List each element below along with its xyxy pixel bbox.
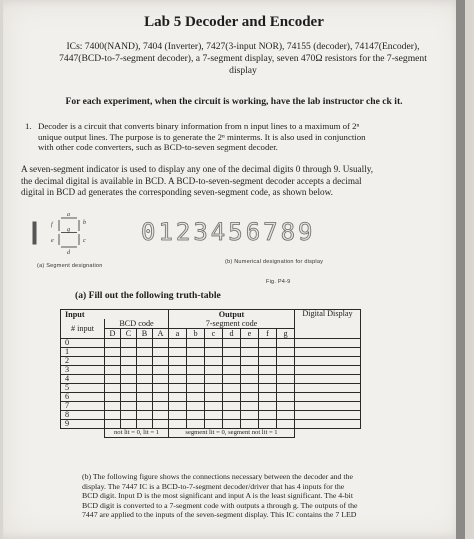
table-cell[interactable] xyxy=(295,384,361,393)
table-cell[interactable] xyxy=(187,339,205,348)
table-cell[interactable] xyxy=(277,411,295,420)
table-cell[interactable] xyxy=(153,375,169,384)
table-cell[interactable] xyxy=(205,384,223,393)
table-cell[interactable] xyxy=(241,402,259,411)
row-number: 4 xyxy=(61,375,105,384)
table-cell[interactable] xyxy=(259,384,277,393)
table-cell[interactable] xyxy=(277,393,295,402)
table-cell[interactable] xyxy=(121,393,137,402)
table-cell[interactable] xyxy=(223,393,241,402)
table-cell[interactable] xyxy=(259,375,277,384)
seven-segment-code-header: 7-segment code xyxy=(169,319,295,329)
part-b-line-3: BCD digit. Input D is the most significant and input A is the least significant. The 4-bit xyxy=(82,491,353,501)
table-cell[interactable] xyxy=(223,375,241,384)
part-b-paragraph xyxy=(82,472,442,520)
table-cell[interactable] xyxy=(241,384,259,393)
table-cell[interactable] xyxy=(137,420,153,429)
table-row xyxy=(61,366,361,375)
document-page xyxy=(3,0,465,539)
col-seg-c: c xyxy=(205,329,223,339)
col-seg-g: g xyxy=(277,329,295,339)
table-cell[interactable] xyxy=(295,366,361,375)
label-d: d xyxy=(67,250,70,254)
table-cell[interactable] xyxy=(259,402,277,411)
bcd-legend: not lit = 0, lit = 1 xyxy=(105,429,169,438)
table-cell[interactable] xyxy=(169,411,187,420)
table-row xyxy=(61,375,361,384)
row-number: 1 xyxy=(61,348,105,357)
row-number: 7 xyxy=(61,402,105,411)
table-cell[interactable] xyxy=(169,420,187,429)
table-cell[interactable] xyxy=(295,393,361,402)
truth-table-body xyxy=(61,339,361,429)
table-cell[interactable] xyxy=(105,402,121,411)
table-cell[interactable] xyxy=(137,339,153,348)
input-header: Input xyxy=(61,310,169,320)
col-b: B xyxy=(137,329,153,339)
page-title: Lab 5 Decoder and Encoder xyxy=(144,14,324,30)
seven-seg-line-3: digital in BCD ad generates the corresponding seven-segment code, as shown below. xyxy=(21,187,333,197)
table-cell[interactable] xyxy=(241,393,259,402)
item-number: 1. xyxy=(25,121,32,131)
seven-seg-line-2: the decimal digital is available in BCD. A BCD-to-seven-segment decoder accepts a decimal xyxy=(21,175,362,186)
figure-label: Fig. P4-9 xyxy=(266,279,291,285)
table-cell[interactable] xyxy=(259,357,277,366)
table-cell[interactable] xyxy=(259,339,277,348)
part-b-line-1: (b) The following figure shows the connections necessary between the decoder and the xyxy=(82,472,353,481)
table-cell[interactable] xyxy=(223,339,241,348)
table-cell[interactable] xyxy=(223,366,241,375)
digital-display-header: Digital Display xyxy=(295,310,361,339)
table-row xyxy=(61,420,361,429)
table-cell[interactable] xyxy=(259,420,277,429)
table-cell[interactable] xyxy=(187,348,205,357)
table-cell[interactable] xyxy=(205,375,223,384)
table-cell[interactable] xyxy=(153,357,169,366)
table-cell[interactable] xyxy=(169,348,187,357)
table-cell[interactable] xyxy=(241,339,259,348)
table-cell[interactable] xyxy=(169,366,187,375)
table-cell[interactable] xyxy=(137,357,153,366)
table-row xyxy=(61,339,361,348)
part-b-line-5: 7447 are applied to the inputs of the seven-segment display. This IC contains the 7 LED xyxy=(82,510,357,520)
table-cell[interactable] xyxy=(137,366,153,375)
page-shadow-edge xyxy=(456,0,465,539)
table-cell[interactable] xyxy=(153,366,169,375)
table-cell[interactable] xyxy=(295,357,361,366)
table-cell[interactable] xyxy=(169,375,187,384)
table-cell[interactable] xyxy=(121,411,137,420)
table-cell[interactable] xyxy=(169,384,187,393)
table-cell[interactable] xyxy=(223,357,241,366)
ics-line-1: ICs: 7400(NAND), 7404 (Inverter), 7427(3-input NOR), 74155 (decoder), 74147(Encoder), xyxy=(66,41,420,52)
table-row xyxy=(61,393,361,402)
table-cell[interactable] xyxy=(241,366,259,375)
table-cell[interactable] xyxy=(205,402,223,411)
table-cell[interactable] xyxy=(187,357,205,366)
table-row xyxy=(61,348,361,357)
row-number: 3 xyxy=(61,366,105,375)
table-cell[interactable] xyxy=(295,339,361,348)
table-cell[interactable] xyxy=(295,411,361,420)
caption-numerical-designation: (b) Numerical designation for display xyxy=(225,259,324,265)
table-cell[interactable] xyxy=(205,348,223,357)
table-cell[interactable] xyxy=(137,375,153,384)
table-cell[interactable] xyxy=(187,402,205,411)
table-cell[interactable] xyxy=(105,384,121,393)
table-cell[interactable] xyxy=(295,375,361,384)
table-cell[interactable] xyxy=(121,402,137,411)
table-cell[interactable] xyxy=(277,339,295,348)
table-cell[interactable] xyxy=(205,339,223,348)
table-cell[interactable] xyxy=(205,411,223,420)
table-cell[interactable] xyxy=(137,411,153,420)
table-cell[interactable] xyxy=(121,384,137,393)
col-seg-d: d xyxy=(223,329,241,339)
number-input-header: # input xyxy=(61,319,105,339)
output-header: Output xyxy=(169,310,295,320)
table-row xyxy=(61,384,361,393)
seven-seg-line-1: A seven-segment indicator is used to display any one of the decimal digits 0 through 9. Usually, xyxy=(21,164,374,174)
segment-designation-figure xyxy=(31,212,111,254)
table-cell[interactable] xyxy=(169,402,187,411)
part-b-line-4: BCD digit is converted to a 7-segment code with outputs a through g. The outputs of the xyxy=(82,500,358,510)
col-seg-e: e xyxy=(241,329,259,339)
table-cell[interactable] xyxy=(105,420,121,429)
decoder-paragraph xyxy=(25,121,423,153)
table-cell[interactable] xyxy=(223,402,241,411)
table-cell[interactable] xyxy=(223,420,241,429)
truth-table xyxy=(60,309,361,438)
table-cell[interactable] xyxy=(153,339,169,348)
table-cell[interactable] xyxy=(205,366,223,375)
table-cell[interactable] xyxy=(187,420,205,429)
row-number: 5 xyxy=(61,384,105,393)
table-cell[interactable] xyxy=(223,411,241,420)
decoder-line-2: unique output lines. The purpose is to generate the 2ⁿ minterms. It is also used in conjunction xyxy=(38,131,366,142)
table-cell[interactable] xyxy=(169,339,187,348)
col-c: C xyxy=(121,329,137,339)
ics-line-2: 7447(BCD-to-7-segment decoder), a 7-segment display, seven 470Ω resistors for the 7-segment xyxy=(59,53,427,64)
table-cell[interactable] xyxy=(121,375,137,384)
ics-list xyxy=(49,41,437,77)
footer-spacer-right xyxy=(295,429,361,438)
table-cell[interactable] xyxy=(241,411,259,420)
table-row xyxy=(61,357,361,366)
table-cell[interactable] xyxy=(277,375,295,384)
seven-segment-paragraph xyxy=(21,164,421,199)
table-cell[interactable] xyxy=(277,366,295,375)
bracket-mark xyxy=(33,222,36,244)
table-cell[interactable] xyxy=(121,357,137,366)
col-seg-f: f xyxy=(259,329,277,339)
ics-line-3: display xyxy=(229,65,257,76)
table-cell[interactable] xyxy=(187,411,205,420)
table-cell[interactable] xyxy=(187,384,205,393)
table-cell[interactable] xyxy=(205,357,223,366)
table-cell[interactable] xyxy=(121,339,137,348)
table-cell[interactable] xyxy=(121,420,137,429)
table-cell[interactable] xyxy=(259,366,277,375)
table-cell[interactable] xyxy=(277,357,295,366)
table-cell[interactable] xyxy=(121,366,137,375)
table-cell[interactable] xyxy=(153,411,169,420)
table-cell[interactable] xyxy=(295,420,361,429)
col-seg-b: b xyxy=(187,329,205,339)
label-b: b xyxy=(83,220,86,226)
bcd-code-header: BCD code xyxy=(105,319,169,329)
col-a: A xyxy=(153,329,169,339)
table-cell[interactable] xyxy=(223,384,241,393)
table-cell[interactable] xyxy=(137,384,153,393)
row-number: 6 xyxy=(61,393,105,402)
row-number: 0 xyxy=(61,339,105,348)
table-cell[interactable] xyxy=(259,348,277,357)
table-cell[interactable] xyxy=(105,411,121,420)
instruction: For each experiment, when the circuit is working, have the lab instructor che ck it. xyxy=(65,96,403,107)
label-c: c xyxy=(83,238,86,244)
numerical-display-digits: 0123456789 xyxy=(141,218,316,246)
table-cell[interactable] xyxy=(277,348,295,357)
table-cell[interactable] xyxy=(277,402,295,411)
table-row xyxy=(61,402,361,411)
table-cell[interactable] xyxy=(153,384,169,393)
decoder-line-1: Decoder is a circuit that converts binary information from n input lines to a maximum of 2ⁿ xyxy=(38,121,360,131)
label-f: f xyxy=(51,222,53,228)
row-number: 9 xyxy=(61,420,105,429)
col-d: D xyxy=(105,329,121,339)
table-cell[interactable] xyxy=(241,357,259,366)
caption-segment-designation: (a) Segment designation xyxy=(37,263,103,269)
label-a: a xyxy=(67,212,70,218)
table-cell[interactable] xyxy=(169,357,187,366)
table-cell[interactable] xyxy=(259,411,277,420)
table-cell[interactable] xyxy=(169,393,187,402)
footer-spacer xyxy=(61,429,105,438)
table-cell[interactable] xyxy=(187,393,205,402)
table-cell[interactable] xyxy=(277,384,295,393)
table-cell[interactable] xyxy=(241,348,259,357)
table-cell[interactable] xyxy=(105,366,121,375)
row-number: 8 xyxy=(61,411,105,420)
decoder-line-3: with other code converters, such as BCD-to-seven segment decoder. xyxy=(38,142,278,152)
table-row xyxy=(61,411,361,420)
table-cell[interactable] xyxy=(241,375,259,384)
table-cell[interactable] xyxy=(205,393,223,402)
col-seg-a: a xyxy=(169,329,187,339)
table-cell[interactable] xyxy=(105,348,121,357)
table-cell[interactable] xyxy=(121,348,137,357)
table-cell[interactable] xyxy=(153,348,169,357)
table-cell[interactable] xyxy=(153,402,169,411)
segment-legend: segment lit = 0, segment not lit = 1 xyxy=(169,429,295,438)
table-cell[interactable] xyxy=(187,366,205,375)
table-cell[interactable] xyxy=(137,402,153,411)
row-number: 2 xyxy=(61,357,105,366)
table-cell[interactable] xyxy=(153,420,169,429)
table-cell[interactable] xyxy=(187,375,205,384)
table-cell[interactable] xyxy=(259,393,277,402)
table-cell[interactable] xyxy=(295,402,361,411)
table-cell[interactable] xyxy=(153,393,169,402)
table-cell[interactable] xyxy=(241,420,259,429)
table-cell[interactable] xyxy=(137,348,153,357)
table-cell[interactable] xyxy=(205,420,223,429)
label-e: e xyxy=(51,238,54,244)
table-cell[interactable] xyxy=(105,393,121,402)
table-cell[interactable] xyxy=(223,348,241,357)
table-cell[interactable] xyxy=(277,420,295,429)
table-cell[interactable] xyxy=(105,357,121,366)
table-cell[interactable] xyxy=(295,348,361,357)
truth-table-heading: (a) Fill out the following truth-table xyxy=(75,290,221,301)
table-cell[interactable] xyxy=(105,339,121,348)
table-cell[interactable] xyxy=(105,375,121,384)
table-cell[interactable] xyxy=(137,393,153,402)
label-g: g xyxy=(67,227,70,233)
part-b-line-2: display. The 7447 IC is a BCD-to-7-segment decoder/driver that has 4 inputs for the xyxy=(82,481,345,491)
